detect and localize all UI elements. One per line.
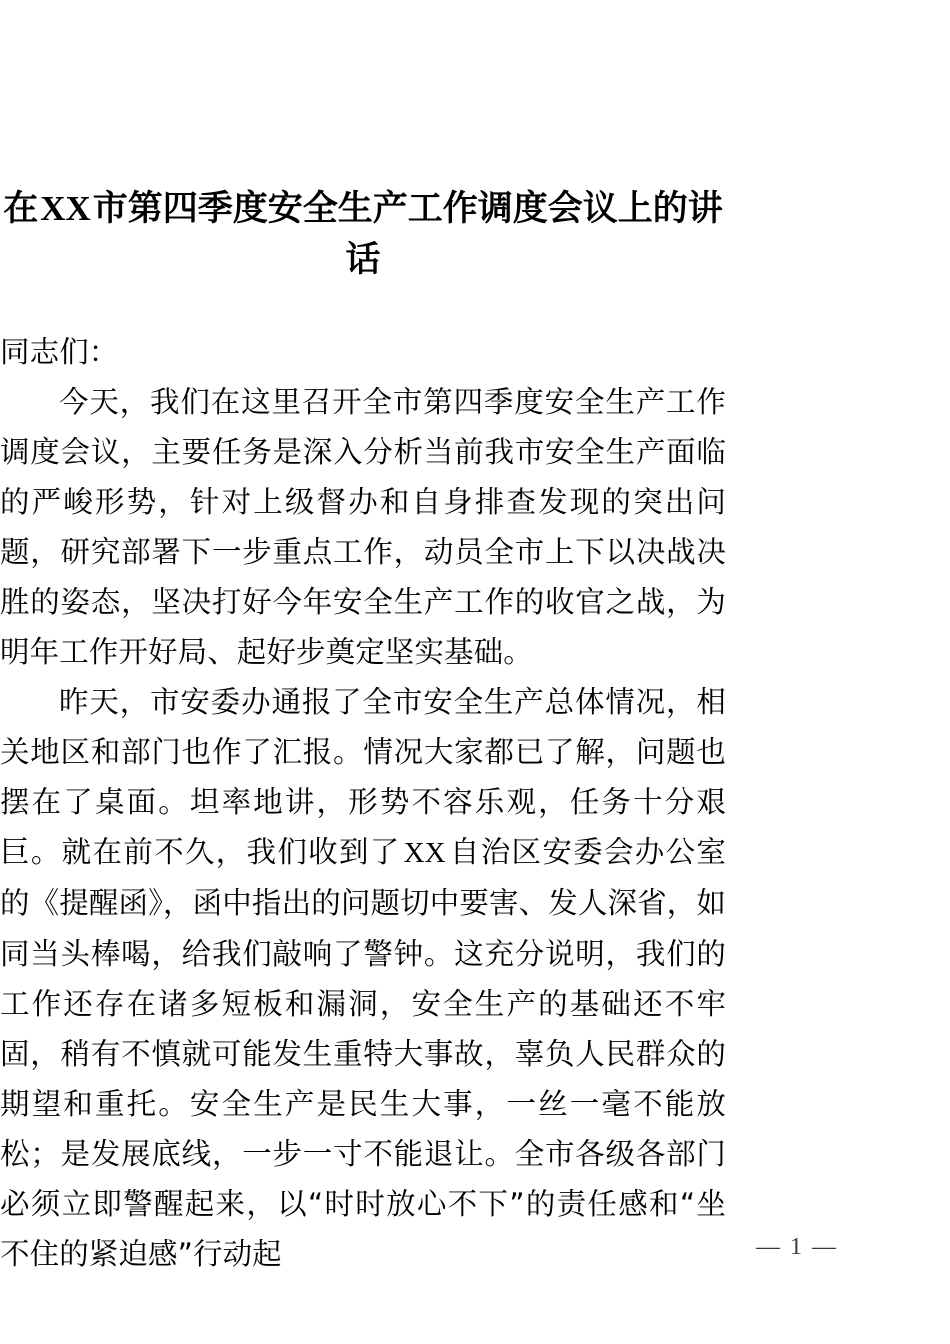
page-number-footer: — 1 — <box>756 1234 838 1260</box>
paragraph-2-work-title: 《提醒函》 <box>29 888 164 920</box>
title-latin-run: XX <box>40 189 91 228</box>
paragraph-2-part-3: ，函中指出的问题切中要害、发人深省，如同当头棒喝，给我们敲响了警钟。这充分说明，我们的工作还存在诸多短板和漏洞，安全生产的基础还不牢固，稍有不慎就可能发生重特大事故，辜负人民群众的期望和重托。安全生产是民生大事，一丝一毫不能放松；是发展底线，一步一寸不能退让。全市各级各部门必须立即警醒起来，以“时时放心不下”的责任感和“坐不住的紧迫感”行动起 <box>0 886 726 1271</box>
title-suffix: 市第四季度安全生产工作调度会议上的讲话 <box>92 189 723 280</box>
paragraph-2-part-2: 自治区安委会办公室的 <box>0 835 726 920</box>
paragraph-1: 今天，我们在这里召开全市第四季度安全生产工作调度会议，主要任务是深入分析当前我市安全生产面临的严峻形势，针对上级督办和自身排查发现的突出问题，研究部署下一步重点工作，动员全市上下以决战决胜的姿态，坚决打好今年安全生产工作的收官之战，为明年工作开好局、起好步奠定坚实基础。 <box>0 385 726 669</box>
paragraph-2-part-1: 昨天，市安委办通报了全市安全生产总体情况，相关地区和部门也作了汇报。情况大家都已了解，问题也摆在了桌面。坦率地讲，形势不容乐观，任务十分艰巨。就在前不久，我们收到了 <box>0 685 726 869</box>
paragraph-2 <box>0 677 726 1279</box>
paragraph-2-latin-run: XX <box>403 837 446 869</box>
document-content <box>0 327 726 1279</box>
page-title <box>0 183 726 286</box>
title-prefix: 在 <box>3 189 39 229</box>
salutation: 同志们： <box>0 335 119 369</box>
